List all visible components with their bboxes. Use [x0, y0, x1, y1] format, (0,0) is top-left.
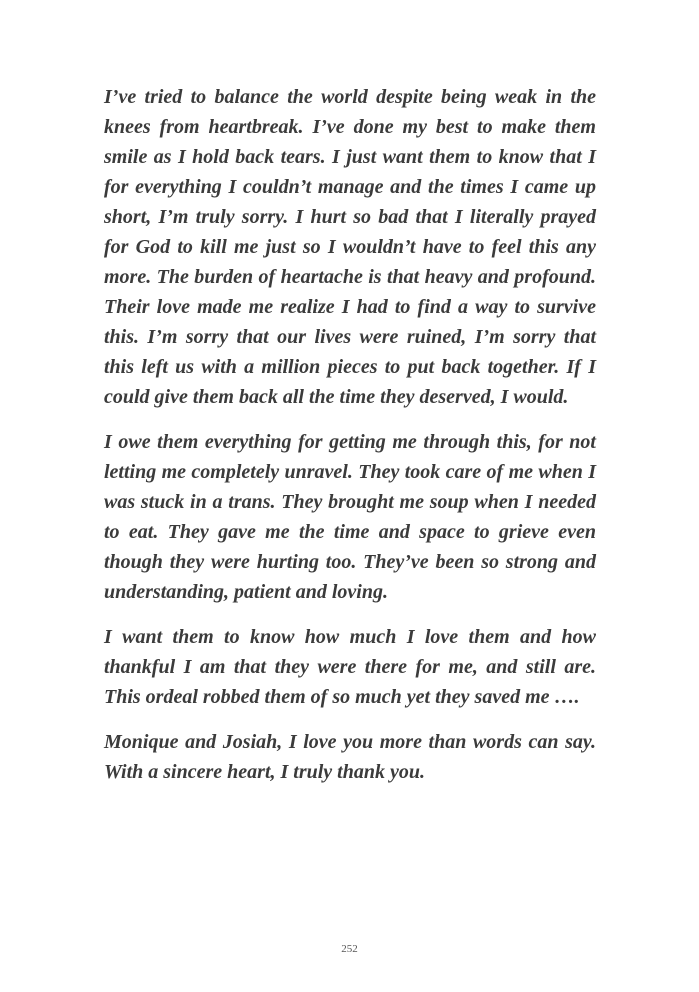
body-text: [104, 82, 596, 787]
page-number: 252: [341, 943, 358, 955]
paragraph-4: Monique and Josiah, I love you more than words can say. With a sincere heart, I truly thank you.: [104, 731, 596, 783]
paragraph-1: I’ve tried to balance the world despite being weak in the knees from heartbreak. I’ve done my best to make them smile as I hold back tears. I just want them to know that I for everything I couldn’t manage and the times I came up short, I’m truly sorry. I hurt so bad that I literally prayed for God to kill me just so I wouldn’t have to feel this any more. The burden of heartache is that heavy and profound. Their love made me realize I had to find a way to survive this. I’m sorry that our lives were ruined, I’m sorry that this left us with a million pieces to put back together. If I could give them back all the time they deserved, I would.: [104, 86, 596, 408]
paragraph-2: I owe them everything for getting me through this, for not letting me completely unravel. They took care of me when I was stuck in a trans. They brought me soup when I needed to eat. They gave me the time and space to grieve even though they were hurting too. They’ve been so strong and understanding, patient and loving.: [104, 431, 596, 603]
paragraph-3: I want them to know how much I love them and how thankful I am that they were there for me, and still are. This ordeal robbed them of so much yet they saved me ….: [104, 626, 596, 708]
